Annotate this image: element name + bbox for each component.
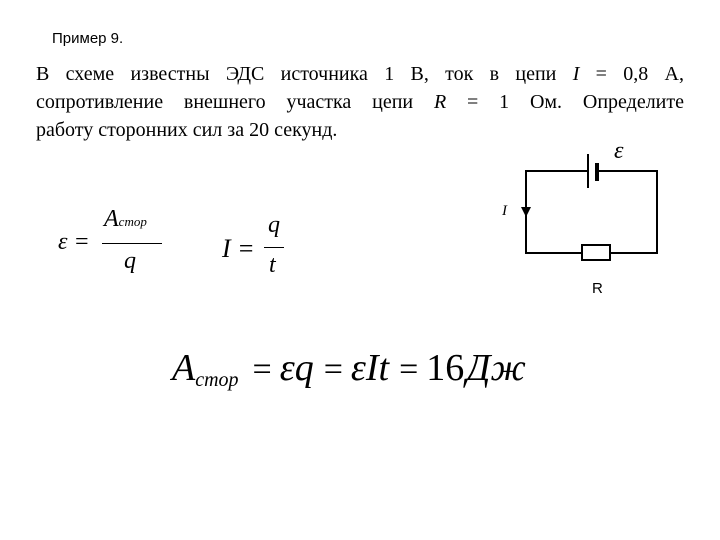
result-equals: = xyxy=(252,351,272,388)
result-work-symbol: A xyxy=(172,347,196,389)
formula-emf-numerator xyxy=(104,206,147,233)
current-arrow-icon xyxy=(521,207,531,217)
problem-text: сопротивление внешнего участка цепи xyxy=(36,91,434,113)
resistor-label: R xyxy=(592,280,603,297)
result-work-subscript: стор xyxy=(195,369,239,391)
problem-line-3: работу сторонних сил за 20 секунд. xyxy=(36,119,338,141)
work-subscript: стор xyxy=(118,214,147,229)
problem-text: = 0,8 А, xyxy=(579,63,684,85)
formula-current xyxy=(222,212,302,292)
formula-current-numerator: q xyxy=(268,212,280,238)
formula-result xyxy=(172,346,632,406)
formula-current-lhs: I = xyxy=(222,234,255,263)
emf-label: ε xyxy=(614,138,624,164)
fraction-bar xyxy=(264,247,284,248)
example-label: Пример 9. xyxy=(52,30,124,47)
resistor xyxy=(582,245,610,260)
formula-current-denominator: t xyxy=(269,252,276,278)
problem-text: В схеме известны ЭДС источника 1 В, ток в цепи xyxy=(36,63,573,85)
formula-emf xyxy=(58,206,178,286)
fraction-bar xyxy=(102,243,162,244)
problem-text: = 1 Ом. Определите xyxy=(446,91,684,113)
resistance-variable: R xyxy=(433,91,447,113)
current-label: I xyxy=(502,203,507,219)
result-value: 16 xyxy=(426,347,465,389)
result-term-emf-charge: εq xyxy=(279,347,314,389)
current-variable: I xyxy=(572,63,580,85)
formula-emf-denominator: q xyxy=(124,248,136,274)
result-equals: = xyxy=(323,351,343,388)
result-unit: Дж xyxy=(466,347,526,389)
work-symbol: A xyxy=(104,206,119,232)
result-equals: = xyxy=(399,351,419,388)
formula-emf-lhs: ε = xyxy=(58,229,90,255)
result-term-emf-current-time: εIt xyxy=(350,347,390,389)
